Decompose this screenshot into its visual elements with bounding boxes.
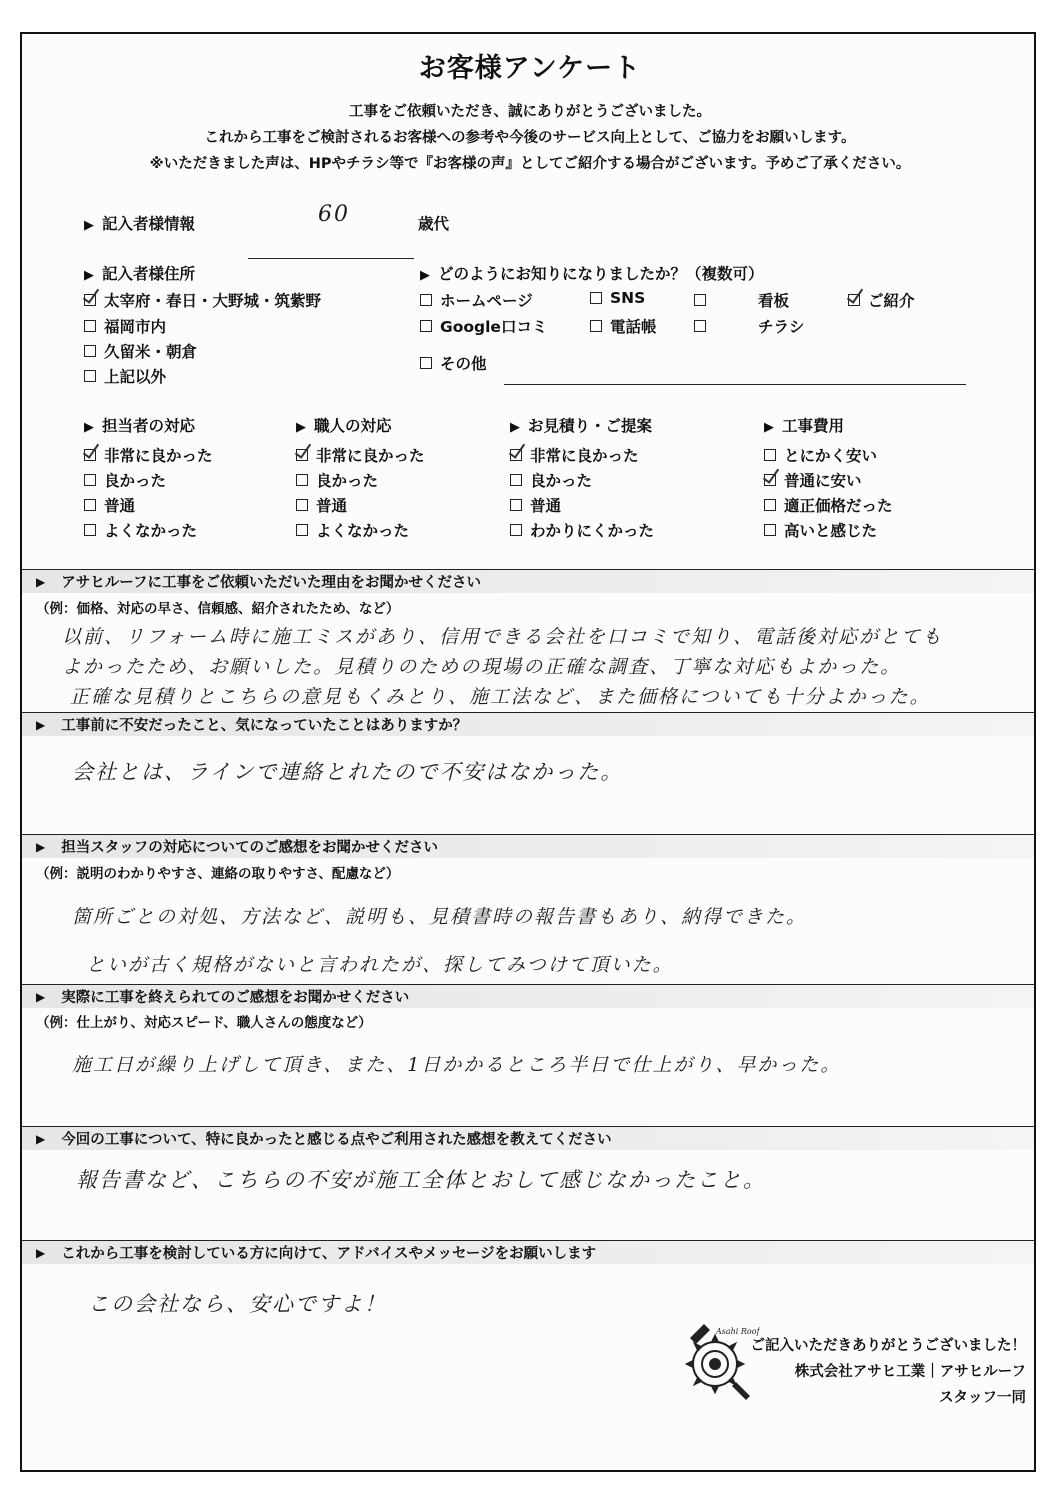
rating-option[interactable]: 適正価格だった [764,492,893,517]
checkbox[interactable] [420,357,432,369]
rating-option[interactable]: 良かった [510,467,654,492]
rating-label: お見積り・ご提案 [528,417,653,435]
checkbox-checked[interactable] [84,449,96,461]
question-header: ▶ アサヒルーフに工事をご依頼いただいた理由をお聞かせください [22,569,1034,593]
address-option[interactable]: 上記以外 [84,365,166,387]
source-option[interactable]: ホームページ [420,289,533,311]
page-title: お客様アンケート [418,53,642,84]
checkbox[interactable] [84,320,96,332]
checkbox[interactable] [694,320,706,332]
arrow-icon: ▶ [296,420,306,435]
age-field[interactable] [248,231,414,259]
rating-group-estimate [510,414,654,542]
question-example: （例：仕上がり、対応スピード、職人さんの態度など） [36,1015,372,1031]
rating-label: 職人の対応 [314,417,392,435]
question-header: ▶ 今回の工事について、特に良かったと感じる点やご利用された感想を教えてください [22,1126,1034,1150]
answer-line: 施工日が繰り上げして頂き、また、1日かかるところ半日で仕上がり、早かった。 [72,1054,842,1076]
rating-option[interactable]: 非常に良かった [296,442,425,467]
source-label-row [420,262,764,284]
checkbox[interactable] [590,320,602,332]
checkbox[interactable] [510,524,522,536]
arrow-icon: ▶ [764,420,774,435]
intro-line-1: 工事をご依頼いただき、誠にありがとうございました。 [349,104,711,120]
arrow-icon: ▶ [36,1131,46,1146]
closing-staff: スタッフ一同 [939,1390,1026,1406]
checkbox[interactable] [510,499,522,511]
checkbox[interactable] [84,499,96,511]
logo-text: Asahi Roof [716,1327,760,1336]
rating-label: 担当者の対応 [102,417,196,435]
question-header: ▶ 工事前に不安だったこと、気になっていたことはありますか？ [22,712,1034,736]
source-option[interactable]: Google口コミ [420,315,547,337]
source-option[interactable]: ご紹介 [848,289,915,311]
checkbox[interactable] [420,320,432,332]
checkbox-checked[interactable] [848,294,860,306]
checkbox-checked[interactable] [296,449,308,461]
answer-line: 報告書など、こちらの不安が施工全体とおして感じなかったこと。 [76,1168,766,1192]
arrow-icon: ▶ [84,268,94,283]
answer-line: 以前、リフォーム時に施工ミスがあり、信用できる会社を口コミで知り、電話後対応がとても [62,626,944,648]
checkbox[interactable] [764,499,776,511]
question-header: ▶ 担当スタッフの対応についてのご感想をお聞かせください [22,834,1034,858]
question-example: （例：価格、対応の早さ、信頼感、紹介されたため、など） [36,601,400,617]
arrow-icon: ▶ [36,717,46,732]
rating-option[interactable]: 普通 [510,492,654,517]
checkbox-checked[interactable] [510,449,522,461]
answer-line: 正確な見積りとこちらの意見もくみとり、施工法など、また価格についても十分よかった。 [70,686,931,708]
arrow-icon: ▶ [36,1245,46,1260]
address-option[interactable]: 福岡市内 [84,315,166,337]
source-option[interactable]: 電話帳 [590,315,657,337]
checkbox[interactable] [296,524,308,536]
closing-company: 株式会社アサヒ工業｜アサヒルーフ [794,1364,1026,1380]
arrow-icon: ▶ [510,420,520,435]
checkbox[interactable] [296,499,308,511]
question-header: ▶ これから工事を検討している方に向けて、アドバイスやメッセージをお願いします [22,1240,1034,1264]
rating-option[interactable]: 非常に良かった [84,442,213,467]
rating-option[interactable]: 非常に良かった [510,442,654,467]
arrow-icon: ▶ [84,218,94,233]
source-option[interactable]: その他 [420,352,487,374]
checkbox[interactable] [84,474,96,486]
rating-option[interactable]: 良かった [84,467,213,492]
checkbox[interactable] [590,292,602,304]
rating-option[interactable]: よくなかった [84,517,213,542]
checkbox[interactable] [84,524,96,536]
arrow-icon: ▶ [36,574,46,589]
checkbox[interactable] [510,474,522,486]
rating-group-staff [84,414,213,542]
rating-option[interactable]: 良かった [296,467,425,492]
rating-group-craftsman [296,414,425,542]
checkbox[interactable] [764,449,776,461]
arrow-icon: ▶ [84,420,94,435]
checkbox[interactable] [84,370,96,382]
arrow-icon: ▶ [36,839,46,854]
checkbox[interactable] [420,294,432,306]
rating-option[interactable]: わかりにくかった [510,517,654,542]
source-label: どのようにお知りになりましたか？（複数可） [438,265,764,283]
rating-option[interactable]: 高いと感じた [764,517,893,542]
respondent-label: 記入者様情報 [102,215,196,233]
rating-group-cost [764,414,893,542]
checkbox[interactable] [296,474,308,486]
respondent-label-row [84,212,195,234]
age-unit: 歳代 [418,215,450,233]
source-option[interactable]: SNS [590,289,645,307]
answer-line: 箇所ごとの対処、方法など、説明も、見積書時の報告書もあり、納得できた。 [72,906,808,928]
rating-option[interactable]: 普通 [84,492,213,517]
arrow-icon: ▶ [36,989,46,1004]
checkbox[interactable] [84,345,96,357]
other-field[interactable] [504,384,966,385]
rating-option[interactable]: 普通 [296,492,425,517]
checkbox-checked[interactable] [764,474,776,486]
rating-option[interactable]: とにかく安い [764,442,893,467]
answer-line: よかったため、お願いした。見積りのための現場の正確な調査、丁寧な対応もよかった。 [62,656,902,678]
address-option[interactable]: 久留米・朝倉 [84,340,197,362]
age-value: 60 [318,202,350,227]
survey-sheet [20,32,1036,1472]
answer-line: といが古く規格がないと言われたが、探してみつけて頂いた。 [86,954,674,976]
checkbox-checked[interactable] [84,294,96,306]
source-option[interactable]: 看板 [694,289,789,311]
checkbox[interactable] [764,524,776,536]
intro-line-2: これから工事をご検討されるお客様への参考や今後のサービス向上として、ご協力をお願いします。 [204,130,856,146]
question-header: ▶ 実際に工事を終えられてのご感想をお聞かせください [22,984,1034,1008]
answer-line: 会社とは、ラインで連絡とれたので不安はなかった。 [72,760,624,784]
answer-line: この会社なら、安心ですよ！ [88,1292,387,1316]
rating-label: 工事費用 [782,417,845,435]
intro-line-3: ※いただきました声は、HPやチラシ等で『お客様の声』としてご紹介する場合がございます。予めご了承ください。 [149,156,911,172]
address-label: 記入者様住所 [102,265,196,283]
question-example: （例：説明のわかりやすさ、連絡の取りやすさ、配慮など） [36,866,400,882]
address-label-row [84,262,195,284]
company-logo [670,1316,760,1406]
address-option[interactable]: 太宰府・春日・大野城・筑紫野 [84,289,321,311]
checkbox[interactable] [694,294,706,306]
closing-thanks: ご記入いただきありがとうございました！ [750,1338,1026,1354]
source-option[interactable]: チラシ [694,315,805,337]
arrow-icon: ▶ [420,268,430,283]
rating-option[interactable]: よくなかった [296,517,425,542]
rating-option[interactable]: 普通に安い [764,467,893,492]
